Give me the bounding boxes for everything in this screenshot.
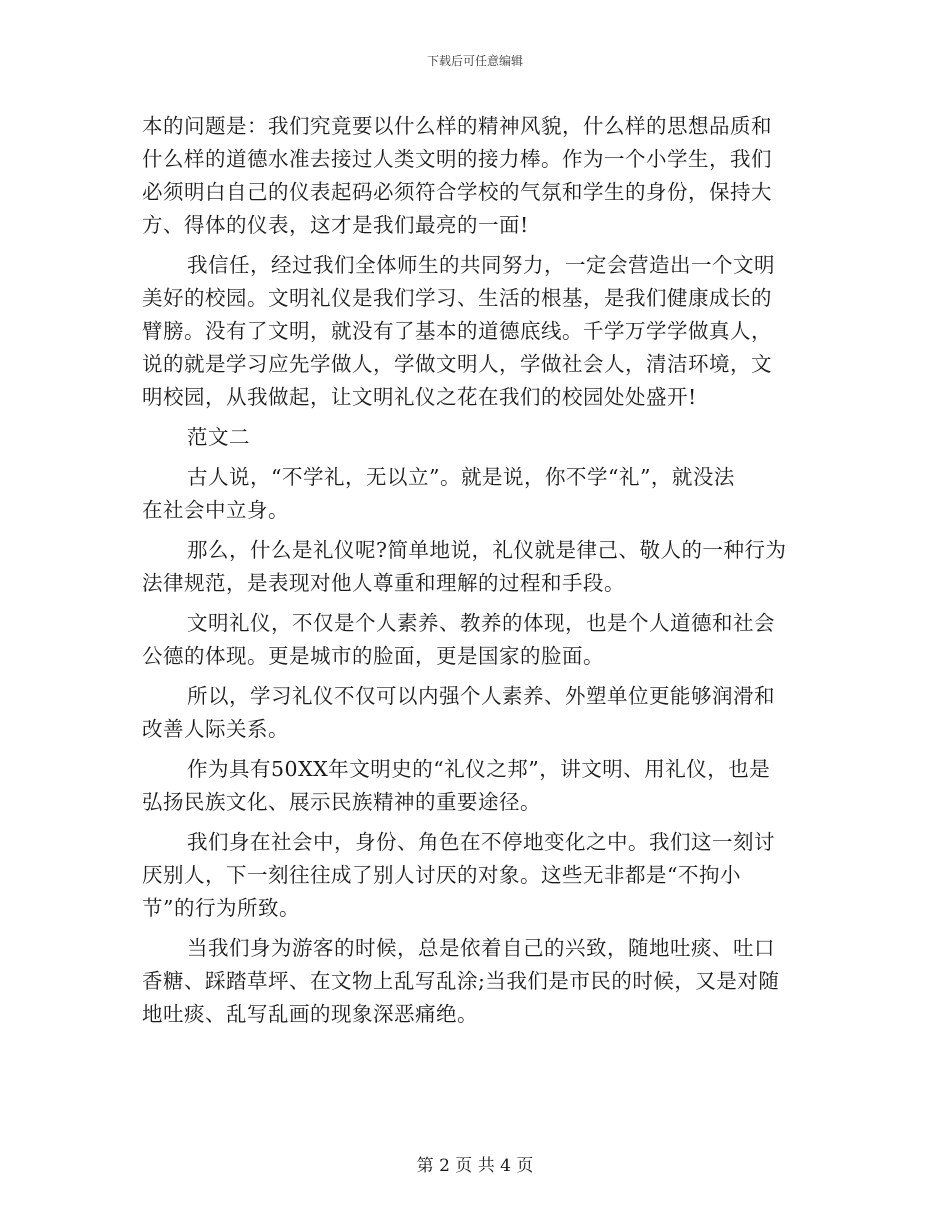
text-line: 厌别人，下一刻往往成了别人讨厌的对象。这些无非都是“不拘小 — [142, 863, 741, 887]
text-line: 方、得体的仪表，这才是我们最亮的一面! — [142, 213, 529, 237]
text-line: 我信任，经过我们全体师生的共同努力，一定会营造出一个文明 — [187, 253, 775, 277]
text-line: 古人说，“不学礼，无以立”。就是说，你不学“礼”，就没法 — [187, 465, 735, 489]
text-line: 所以，学习礼仪不仅可以内强个人素养、外塑单位更能够润滑和 — [187, 684, 775, 708]
text-line: 什么样的道德水准去接过人类文明的接力棒。作为一个小学生，我们 — [142, 147, 772, 171]
text-line: 美好的校园。文明礼仪是我们学习、生活的根基，是我们健康成长的 — [142, 286, 772, 310]
text-line: 法律规范，是表现对他人尊重和理解的过程和手段。 — [142, 571, 625, 595]
text-line: 地吐痰、乱写乱画的现象深恶痛绝。 — [142, 1002, 478, 1026]
text-line: 本的问题是：我们究竟要以什么样的精神风貌，什么样的思想品质和 — [142, 114, 772, 138]
paragraph — [142, 753, 812, 819]
text-line: 臂膀。没有了文明，就没有了基本的道德底线。千学万学学做真人， — [142, 319, 772, 343]
paragraph — [142, 607, 812, 673]
page-number-footer: 第 2 页 共 4 页 — [416, 1156, 534, 1176]
text-line: 作为具有50XX年文明史的“礼仪之邦”，讲文明、用礼仪，也是 — [187, 757, 771, 781]
text-line: 节”的行为所致。 — [142, 896, 300, 920]
text-line: 弘扬民族文化、展示民族精神的重要途径。 — [142, 790, 541, 814]
text-line: 明校园，从我做起，让文明礼仪之花在我们的校园处处盛开! — [142, 385, 697, 409]
paragraph — [142, 680, 812, 746]
paragraph — [142, 110, 812, 242]
text-line: 当我们身为游客的时候，总是依着自己的兴致，随地吐痰、吐口 — [187, 936, 775, 960]
text-line: 香糖、踩踏草坪、在文物上乱写乱涂;当我们是市民的时候，又是对随 — [142, 969, 780, 993]
text-line: 我们身在社会中，身份、角色在不停地变化之中。我们这一刻讨 — [187, 830, 775, 854]
text-line: 必须明白自己的仪表起码必须符合学校的气氛和学生的身份，保持大 — [142, 180, 772, 204]
section-heading — [142, 421, 812, 454]
paragraph — [142, 249, 812, 414]
text-line: 说的就是学习应先学做人，学做文明人，学做社会人，清洁环境，文 — [142, 352, 772, 376]
text-line: 公德的体现。更是城市的脸面，更是国家的脸面。 — [142, 644, 604, 668]
document-body — [142, 110, 812, 1031]
section-title: 范文二 — [187, 425, 250, 449]
page-header: 下载后可任意编辑 — [426, 54, 523, 68]
paragraph — [142, 534, 812, 600]
text-line: 在社会中立身。 — [142, 498, 289, 522]
text-line: 改善人际关系。 — [142, 717, 289, 741]
text-line: 那么，什么是礼仪呢?简单地说，礼仪就是律己、敬人的一种行为 — [187, 538, 787, 562]
paragraph — [142, 461, 812, 527]
text-line: 文明礼仪，不仅是个人素养、教养的体现，也是个人道德和社会 — [187, 611, 775, 635]
paragraph — [142, 826, 812, 925]
paragraph — [142, 932, 812, 1031]
